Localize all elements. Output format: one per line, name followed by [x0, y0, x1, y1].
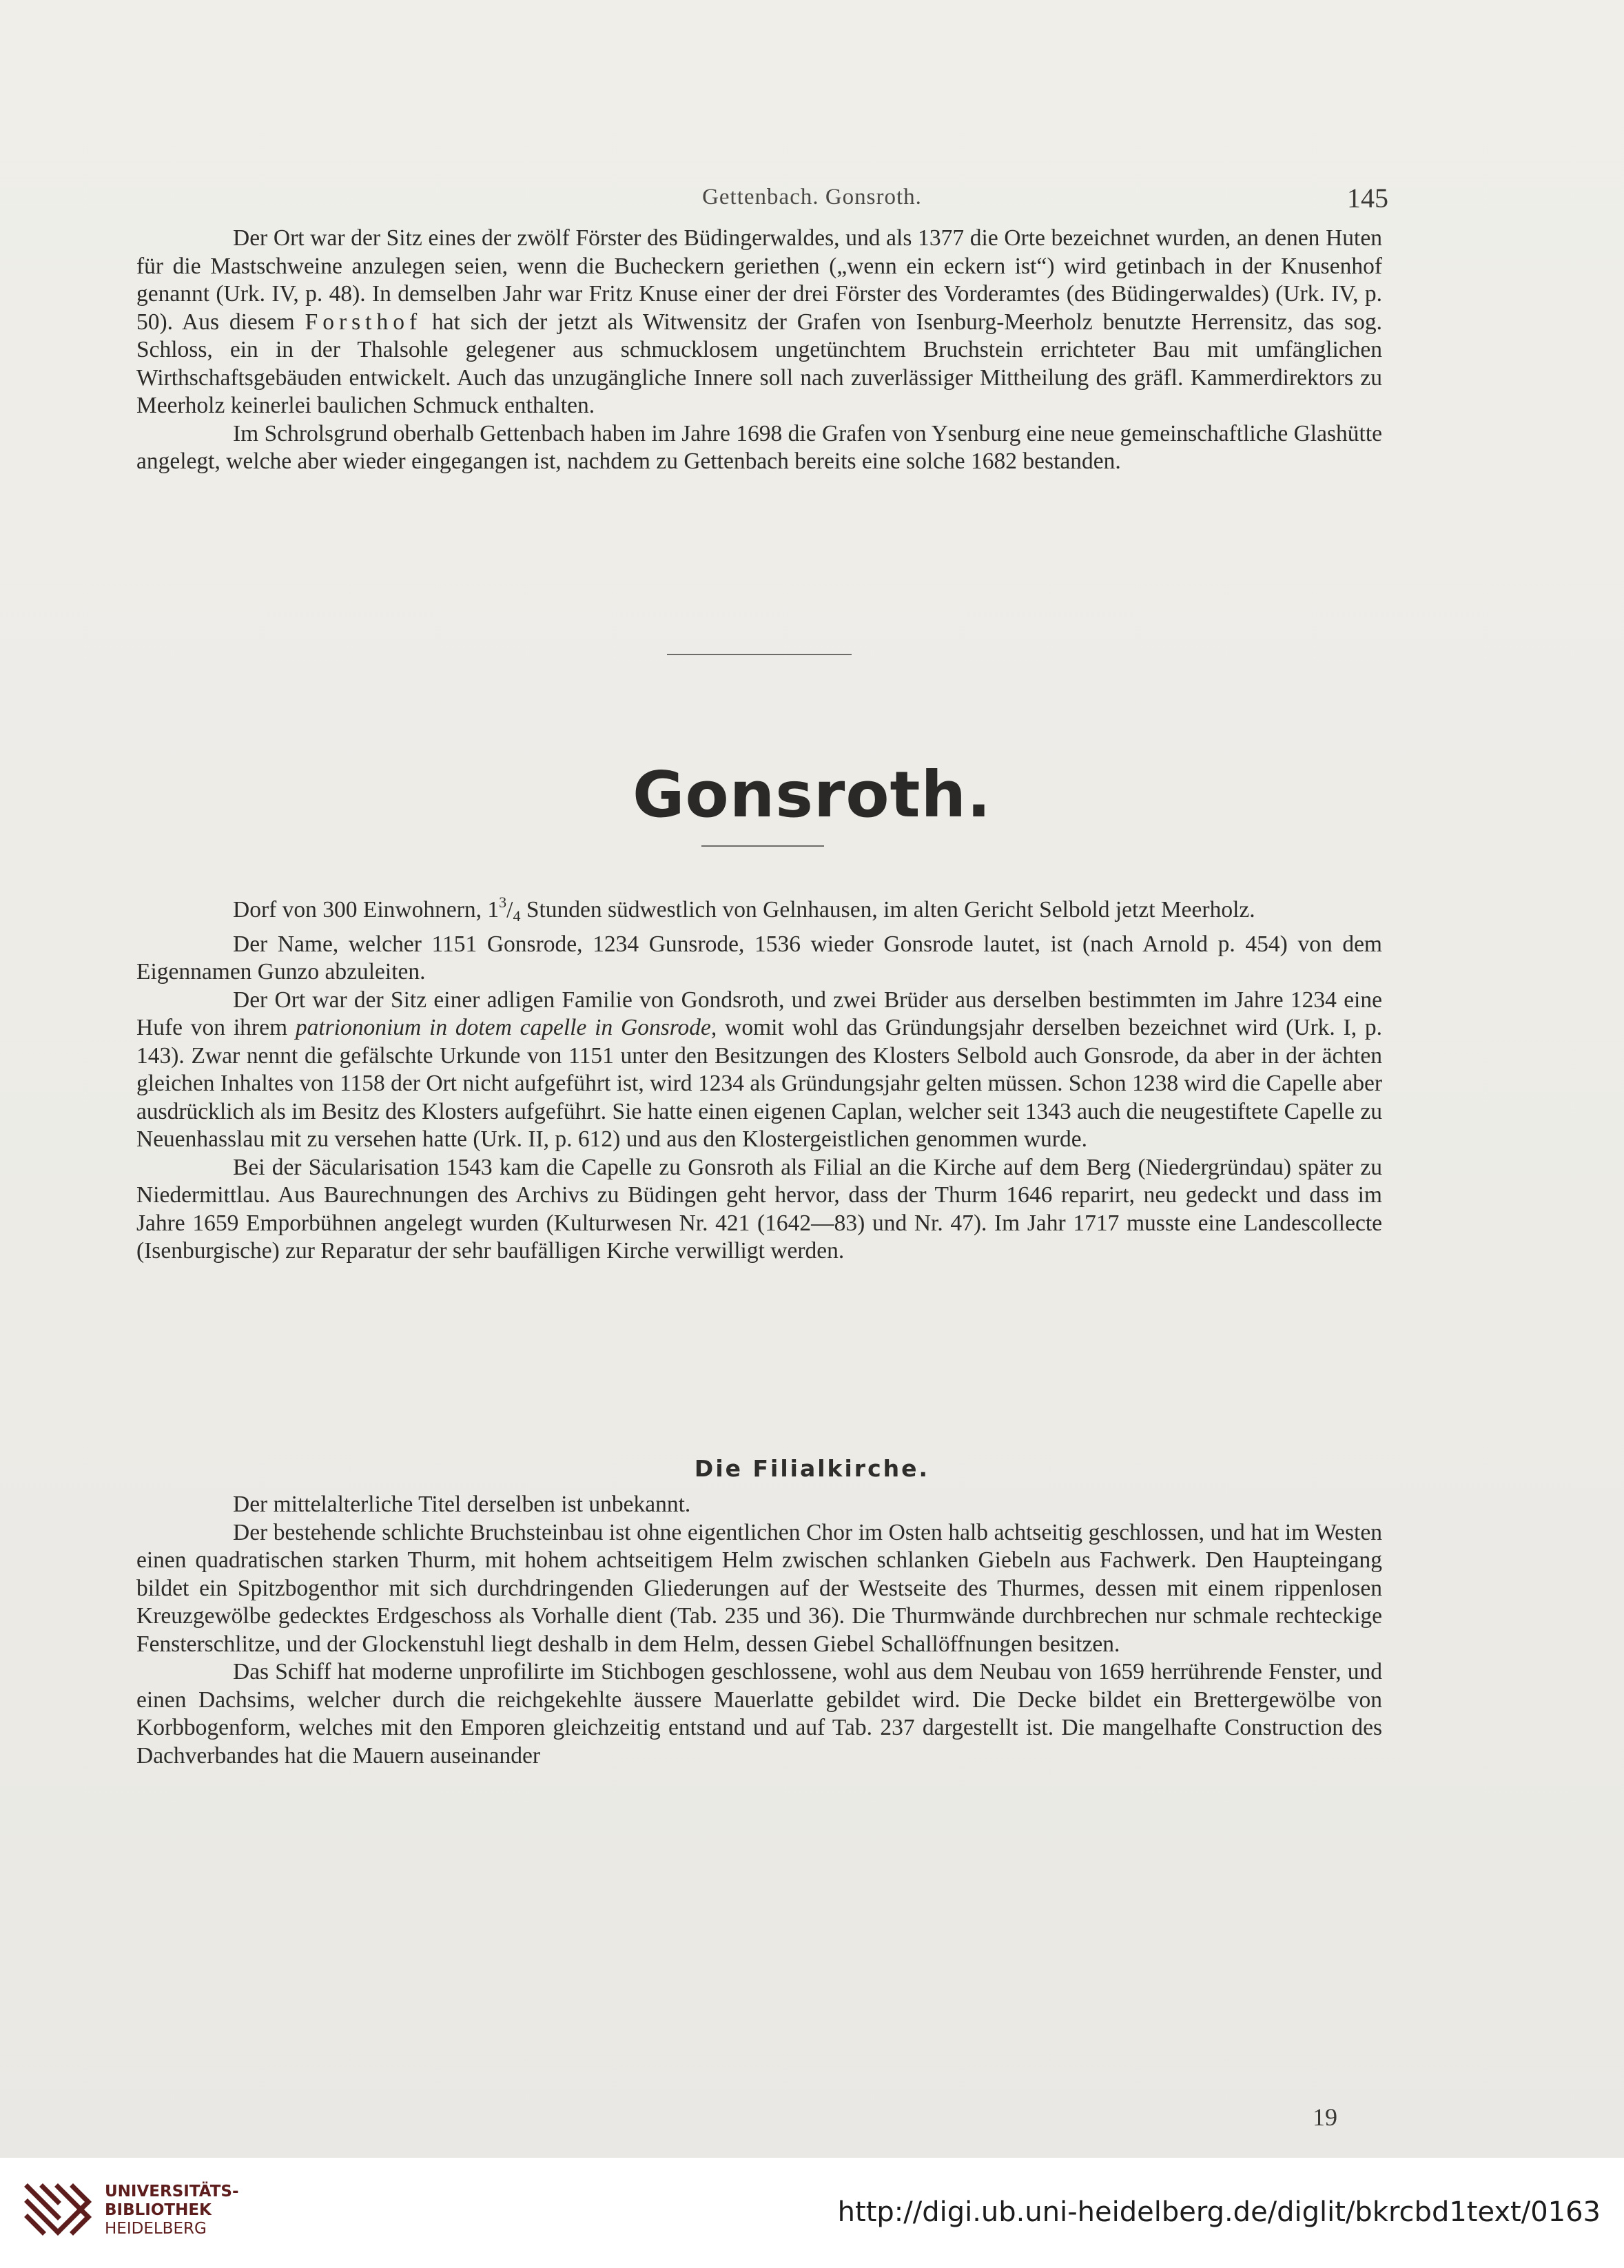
page-number: 145: [1347, 183, 1388, 214]
heidelberg-library-logo-icon: [19, 2174, 102, 2246]
paragraph-text: womit wohl das Gründungsjahr derselben bezeichnet wird (Urk. I, p. 143). Zwar nennt die gefälschte Urkunde von 1151 unter den Besitzungen des Klosters Selbold auch Gonsrode, da aber in der ächten gleichen Inhaltes von 1158 der Ort nicht aufgeführt ist, wird 1234 als Gründungsjahr gelten müssen. Schon 1238 wird die Capelle aber ausdrücklich als im Besitz des Klosters aufgeführt. Sie hatte einen eigenen Caplan, welcher seit 1343 auch die neugestiftete Capelle zu Neuenhasslau mit zu versehen hatte (Urk. II, p. 612) und aus den Klostergeistlichen genommen wurde.: [136, 1015, 1383, 1152]
source-url-link[interactable]: http://digi.ub.uni-heidelberg.de/diglit/bkrcbd1text/0163: [837, 2196, 1601, 2228]
italic-quote: patriononium in dotem capelle in Gonsrode,: [295, 1015, 717, 1040]
spaced-term: Forsthof: [305, 309, 422, 335]
section-divider-rule: [667, 654, 852, 655]
paragraph-text: Dorf von 300 Einwohnern, 1: [233, 897, 500, 922]
running-head: Gettenbach. Gonsroth.: [702, 185, 922, 209]
paragraph: Der mittelalterliche Titel derselben ist unbekannt.: [233, 1492, 691, 1517]
library-footer: [0, 2158, 1624, 2268]
fraction-numerator: 3: [499, 894, 507, 911]
paragraph-text: hat sich der jetzt als Witwensitz der Grafen von Isenburg-Meerholz benutzte Herrensitz, das sog. Schloss, ein in der Thalsohle gelegener aus schmucklosem ungetünchtem Bruchstein errichteter Bau mit umfänglichen Wirthschaftsgebäuden entwickelt. Auch das unzugängliche Innere soll nach zuverlässiger Mittheilung des gräfl. Kammerdirektors zu Meerholz keinerlei baulichen Schmuck enthalten.: [136, 309, 1383, 418]
signature-mark: 19: [1313, 2103, 1337, 2131]
paragraph-text: Stunden südwestlich von Gelnhausen, im alten Gericht Selbold jetzt Meerholz.: [520, 897, 1255, 922]
paragraph-text: Der Ort war der Sitz eines der zwölf Förster des Büdingerwaldes, und als 1377 die Orte bezeichnet wurden, an denen Huten für die Mastschweine anzulegen seien, wenn die Bucheckern geriethen („wenn ein eckern ist“) wird getinbach in der Knusenhof genannt (Urk. IV, p. 48). In demselben Jahr war Fritz Knuse einer der drei Förster des Vorderamtes (des Büdingerwaldes) (Urk. IV, p. 50). Aus diesem: [136, 225, 1382, 335]
paragraph: [136, 987, 1382, 1154]
library-name-line: BIBLIOTHEK: [105, 2201, 212, 2219]
paragraph: Der bestehende schlichte Bruchsteinbau ist ohne eigentlichen Chor im Osten halb achtseitig geschlossen, und hat im Westen einen quadratischen starken Thurm, mit hohem achtseitigem Helm zwischen schlanken Giebeln aus Fachwerk. Den Haupteingang bildet ein Spitzbogenthor mit sich durchdringenden Gliederungen auf der Westseite des Thurmes, dessen mit einem rippenlosen Kreuzgewölbe gedecktes Erdgeschoss als Vorhalle dient (Tab. 235 und 36). Die Thurmwände durchbrechen nur schmale rechteckige Fensterschlitze, und der Glockenstuhl liegt deshalb in dem Helm, dessen Giebel Schallöffnungen besitzen.: [136, 1519, 1382, 1657]
library-name: [105, 2183, 239, 2238]
library-name-line: HEIDELBERG: [105, 2220, 207, 2238]
fraction-denominator: 4: [513, 907, 521, 925]
title-underline-rule: [701, 845, 824, 847]
chapter-title: Gonsroth.: [633, 758, 991, 832]
paragraph: Das Schiff hat moderne unprofilirte im Stichbogen geschlossene, wohl aus dem Neubau von 1659 herrührende Fenster, und einen Dachsims, welcher durch die reichgekehlte äussere Mauerlatte gebildet wird. Die Decke bildet ein Brettergewölbe von Korbbogenform, welches mit den Emporen gleichzeitig entstand und auf Tab. 237 dargestellt ist. Die mangelhafte Construction des Dachverbandes hat die Mauern auseinander: [136, 1659, 1382, 1769]
section-subheading: Die Filialkirche.: [694, 1455, 930, 1482]
paragraph: Im Schrolsgrund oberhalb Gettenbach haben im Jahre 1698 die Grafen von Ysenburg eine neue gemeinschaftliche Glashütte angelegt, welche aber wieder eingegangen ist, nachdem zu Gettenbach bereits eine solche 1682 bestanden.: [136, 420, 1382, 474]
paragraph: Bei der Säcularisation 1543 kam die Capelle zu Gonsroth als Filial an die Kirche auf dem Berg (Niedergründau) später zu Niedermittlau. Aus Baurechnungen des Archivs zu Büdingen geht hervor, dass der Thurm 1646 reparirt, neu gedeckt und dass im Jahre 1659 Emporbühnen angelegt wurden (Kulturwesen Nr. 421 (1642—83) und Nr. 47). Im Jahr 1717 musste eine Landescollecte (Isenburgische) zur Reparatur der sehr baufälligen Kirche verwilligt werden.: [136, 1154, 1382, 1264]
section-gonsroth-text: [136, 889, 1382, 1266]
paragraph: [136, 889, 1382, 931]
paragraph-text: Der Ort war der Sitz einer adligen Familie von Gondsroth, und zwei Brüder aus derselben bestimmten im Jahre 1234 eine Hufe von ihrem: [136, 987, 1382, 1040]
section-filialkirche-text: [136, 1491, 1382, 1770]
section-gettenbach-text: [136, 225, 1382, 476]
paragraph: Der Name, welcher 1151 Gonsrode, 1234 Gunsrode, 1536 wieder Gonsrode lautet, ist (nach Arnold p. 454) von dem Eigennamen Gunzo abzuleiten.: [136, 931, 1382, 984]
page-header: [0, 185, 1624, 226]
paragraph: [136, 225, 1382, 420]
fraction-slash: /: [506, 897, 513, 922]
library-name-line: UNIVERSITÄTS-: [105, 2183, 239, 2200]
